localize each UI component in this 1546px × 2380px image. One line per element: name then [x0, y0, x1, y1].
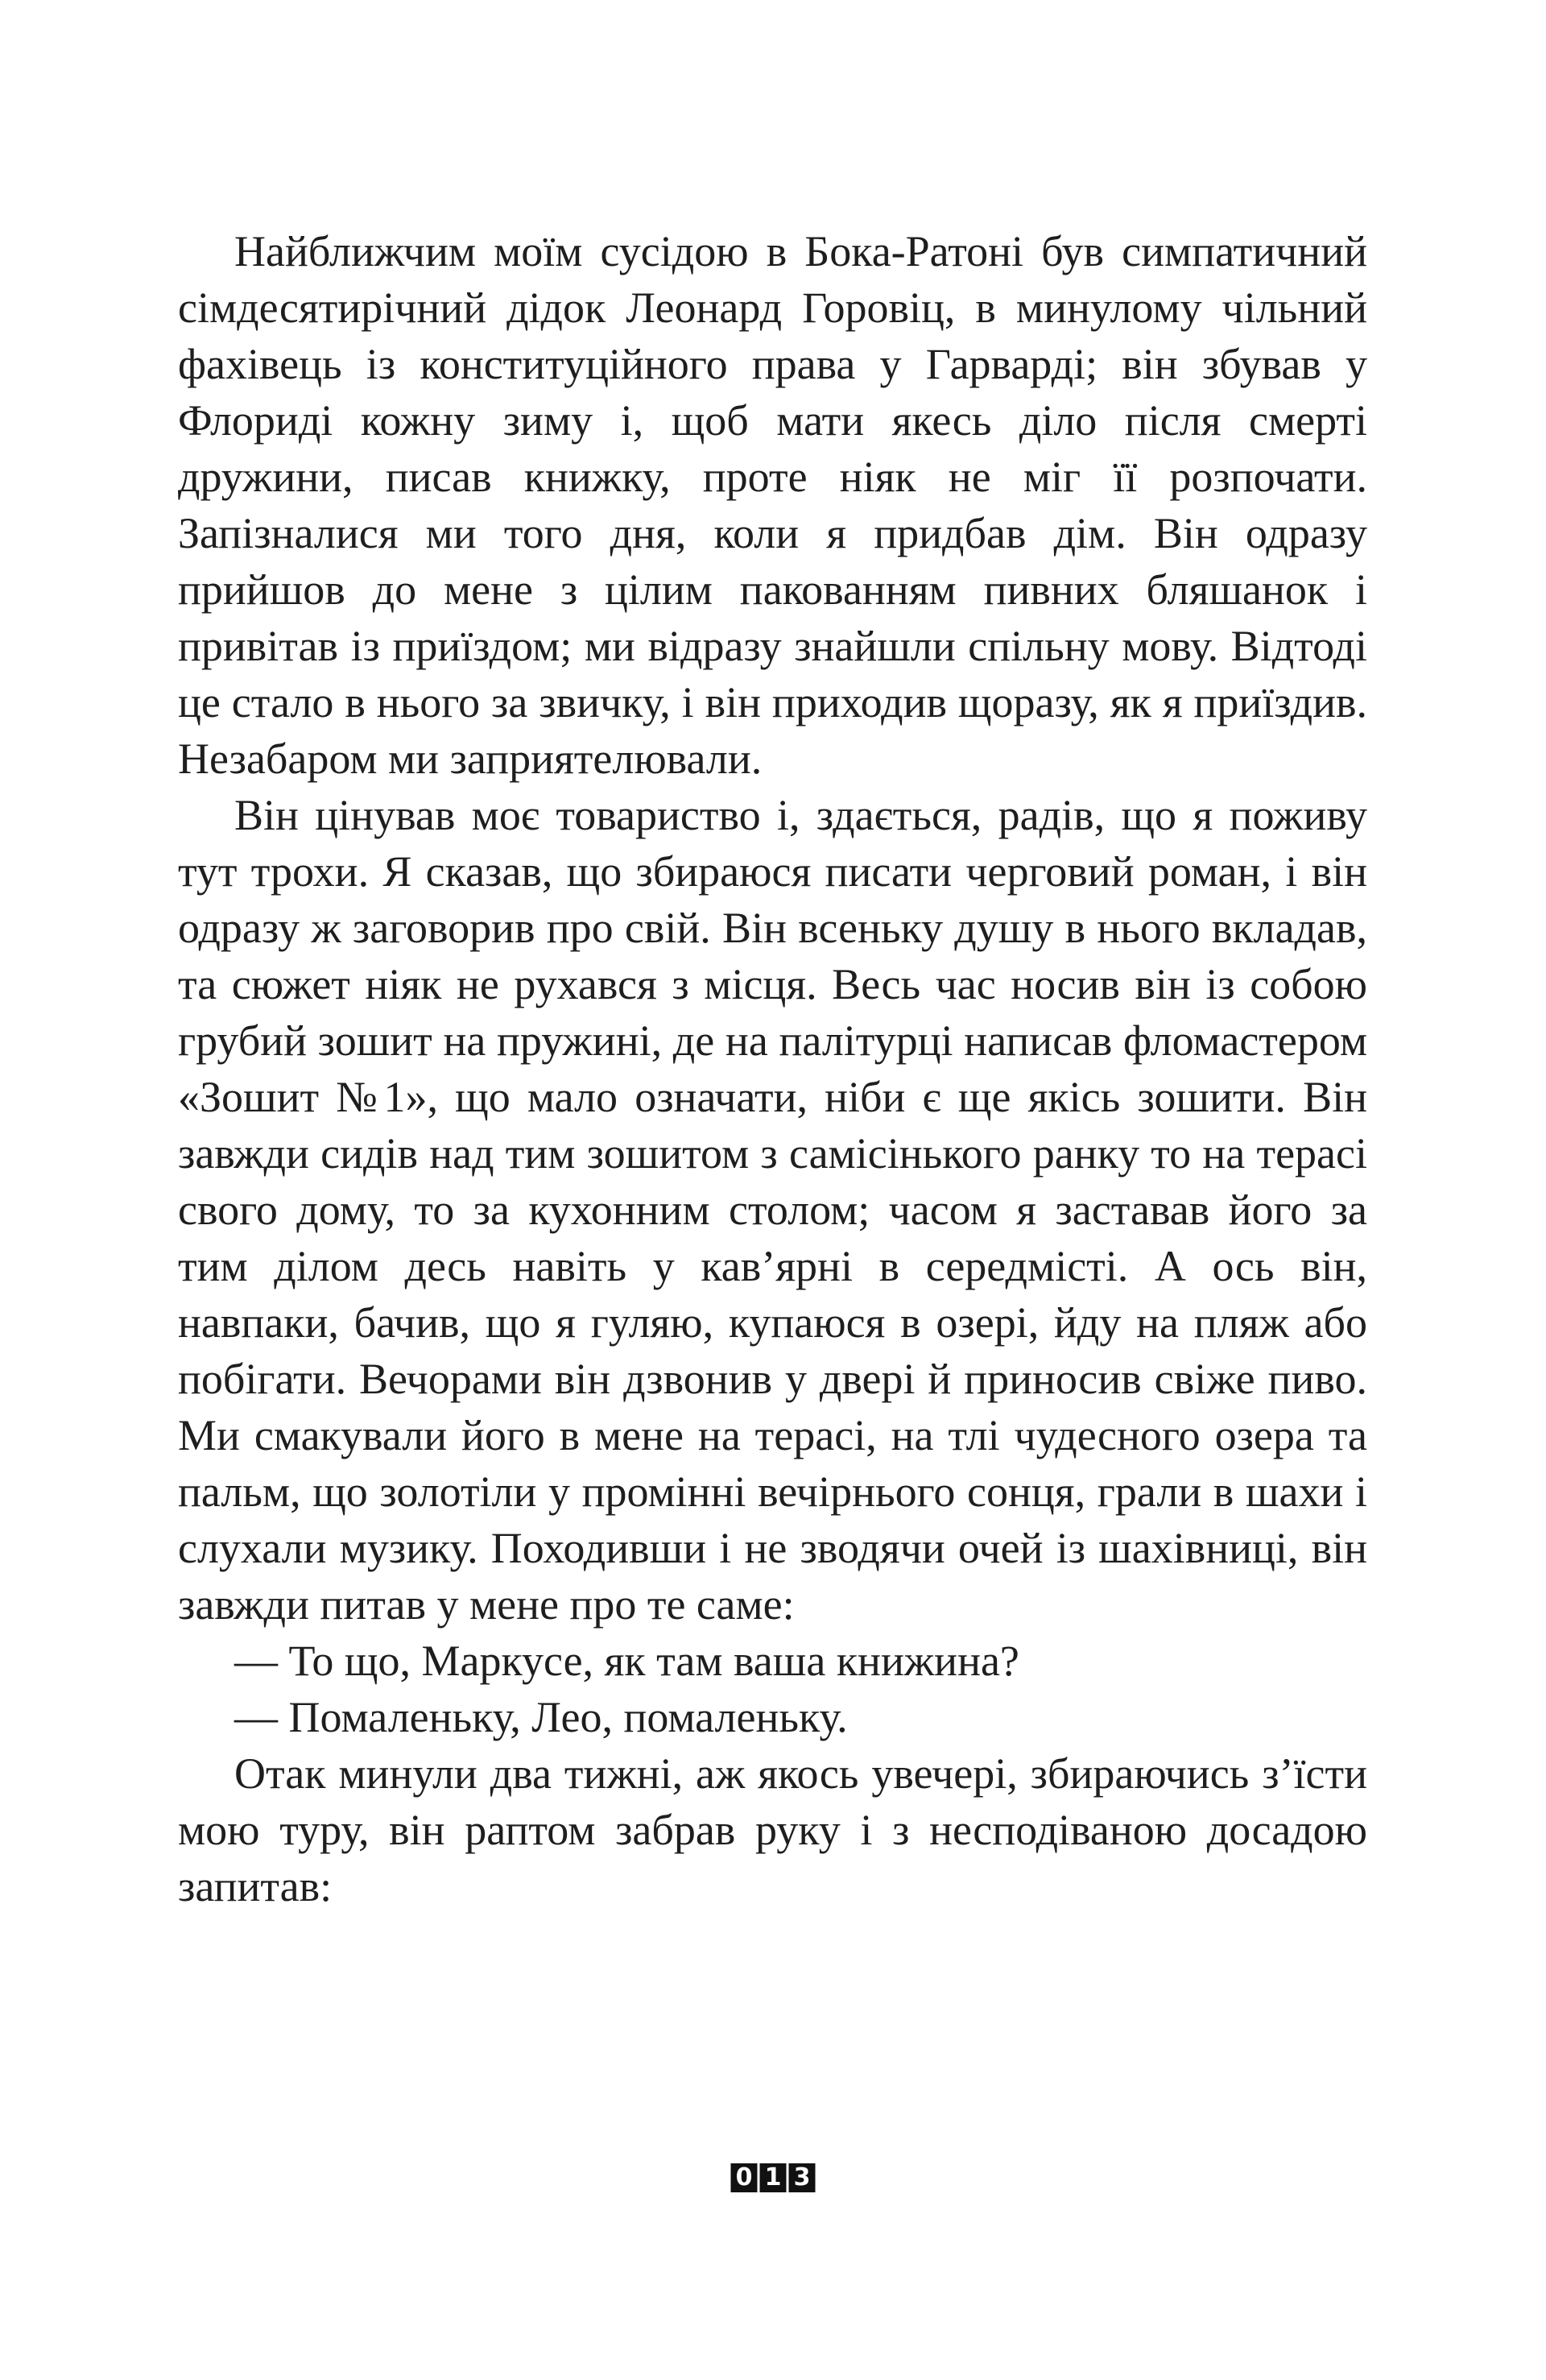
- paragraph: Отак минули два тижні, аж якось увечері, збираючись з’їсти мою туру, він раптом забрав руку і з несподіваною досадою запитав:: [178, 1749, 1367, 1910]
- paragraph: Найближчим моїм сусідою в Бока-Ратоні був симпатичний сімдесятирічний дідок Леонард Горовіц, в минулому чільний фахівець із конституційного права у Гарварді; він збував у Флориді кожну зиму і, щоб мати якесь діло після смерті дружини, писав книжку, проте ніяк не міг її розпочати. Запізналися ми того дня, коли я придбав дім. Він одразу прийшов до мене з цілим пакованням пивних бляшанок і привітав із приїздом; ми відразу знайшли спільну мову. Відтоді це стало в нього за звичку, і він приходив щоразу, як я приїздив. Незабаром ми заприятелювали.: [178, 227, 1367, 783]
- page-number-digit: 0: [731, 2163, 758, 2192]
- body-text: [178, 223, 1367, 1914]
- dialog-line: — Помаленьку, Лео, помаленьку.: [234, 1693, 848, 1741]
- page-number-digit: 3: [789, 2163, 816, 2192]
- paragraph: Він цінував моє товариство і, здається, радів, що я поживу тут трохи. Я сказав, що збираюся писати черговий роман, і він одразу ж заговорив про свій. Він всеньку душу в нього вкладав, та сюжет ніяк не рухався з місця. Весь час носив він із собою грубий зошит на пружині, де на палітурці написав фломастером «Зошит №1», що мало означати, ніби є ще якісь зошити. Він завжди сидів над тим зошитом з самісінького ранку то на терасі свого дому, то за кухонним столом; часом я заставав його за тим ділом десь навіть у кав’ярні в середмісті. А ось він, навпаки, бачив, що я гуляю, купаюся в озері, йду на пляж або побігати. Вечорами він дзвонив у двері й приносив свіже пиво. Ми смакували його в мене на терасі, на тлі чудесного озера та пальм, що золотіли у промінні вечірнього сонця, грали в шахи і слухали музику. Походивши і не зводячи очей із шахівниці, він завжди питав у мене про те саме:: [178, 791, 1367, 1629]
- page-number: [731, 2163, 816, 2192]
- page-number-digit: 1: [760, 2163, 787, 2192]
- dialog-line: — То що, Маркусе, як там ваша книжина?: [234, 1637, 1019, 1685]
